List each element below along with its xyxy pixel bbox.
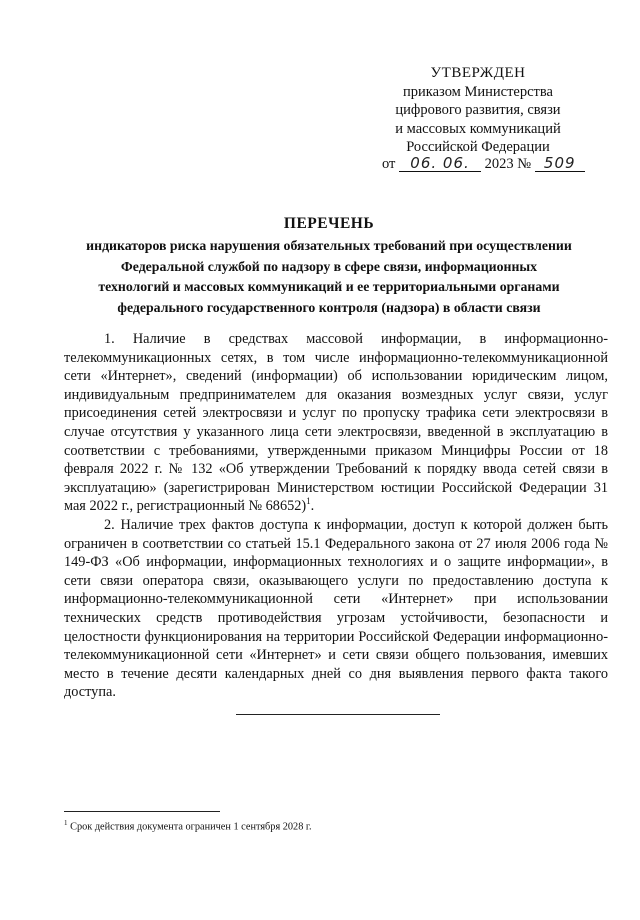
footnote-reference: 1 bbox=[306, 496, 311, 507]
footnote bbox=[64, 819, 312, 832]
approval-line-3: и массовых коммуникаций bbox=[395, 120, 561, 137]
approval-line-1: приказом Министерства bbox=[403, 83, 553, 100]
approval-line-4: Российской Федерации bbox=[406, 139, 550, 155]
document-subtitle-line-1: индикаторов риска нарушения обязательных требований при осуществлении bbox=[86, 238, 572, 253]
order-date-line bbox=[382, 156, 585, 173]
footnote-text: Срок действия документа ограничен 1 сентября 2028 г. bbox=[67, 821, 312, 833]
footnote-separator bbox=[64, 811, 220, 812]
paragraph-1 bbox=[64, 330, 608, 516]
paragraph-1-text: 1. Наличие в средствах массовой информации, в информационно-телекоммуникационных сетях, в том числе информационно-телекоммуникационной сети «Интернет», сведений (информации) об использовании юридическим лицом, индивидуальным предпринимателем для оказания возмездных услуг связи, услуг присоединения сетей электросвязи и услуг по пропуску трафика сети электросвязи в случае отсутствия у указанного лица сети электросвязи, введенной в эксплуатацию в соответствии с требованиями, утвержденными приказом Минцифры России от 18 февраля 2022 г. № 132 «Об утверждении Требований к порядку ввода сетей связи в эксплуатацию» (зарегистрирован Министерством юстиции Российской Федерации 31 мая 2022 г., регистрационный № 68652) bbox=[64, 331, 608, 515]
paragraph-2 bbox=[64, 516, 608, 702]
approval-title: УТВЕРЖДЕН bbox=[430, 65, 526, 81]
document-heading bbox=[60, 214, 598, 318]
document-subtitle-line-4: федерального государственного контроля (надзора) в области связи bbox=[117, 299, 541, 315]
handwritten-date: 06. 06. bbox=[399, 156, 481, 172]
date-from-label: от bbox=[382, 156, 396, 172]
approval-line-2: цифрового развития, связи bbox=[395, 102, 561, 118]
approval-stamp-block bbox=[358, 64, 598, 157]
handwritten-order-number: 509 bbox=[535, 156, 585, 172]
document-body bbox=[64, 330, 608, 702]
document-subtitle-line-2: Федеральной службой по надзору в сфере связи, информационных bbox=[120, 258, 538, 274]
footnote-marker: 1 bbox=[64, 819, 68, 827]
year-number-label: 2023 № bbox=[484, 156, 532, 172]
document-subtitle-line-3: технологий и массовых коммуникаций и ее территориальными органами bbox=[98, 279, 560, 294]
end-of-document-rule bbox=[236, 714, 440, 715]
document-title: ПЕРЕЧЕНЬ bbox=[283, 215, 375, 232]
paragraph-1-end: . bbox=[310, 498, 315, 515]
paragraph-2-text: 2. Наличие трех фактов доступа к информации, доступ к которой должен быть ограничен в соответствии со статьей 15.1 Федерального закона от 27 июля 2006 года № 149-ФЗ «Об информации, информационных технологиях и о защите информации», в сети связи оператора связи, оказывающего услуги по предоставлению доступа к информационно-телекоммуникационной сети «Интернет» при использовании технических средств противодействия угрозам устойчивости, безопасности и целостности функционирования на территории Российской Федерации информационно-телекоммуникационной сети «Интернет» и сети связи общего пользования, имевших место в течение десяти календарных дней со дня выявления первого факта такого доступа. bbox=[64, 516, 608, 701]
